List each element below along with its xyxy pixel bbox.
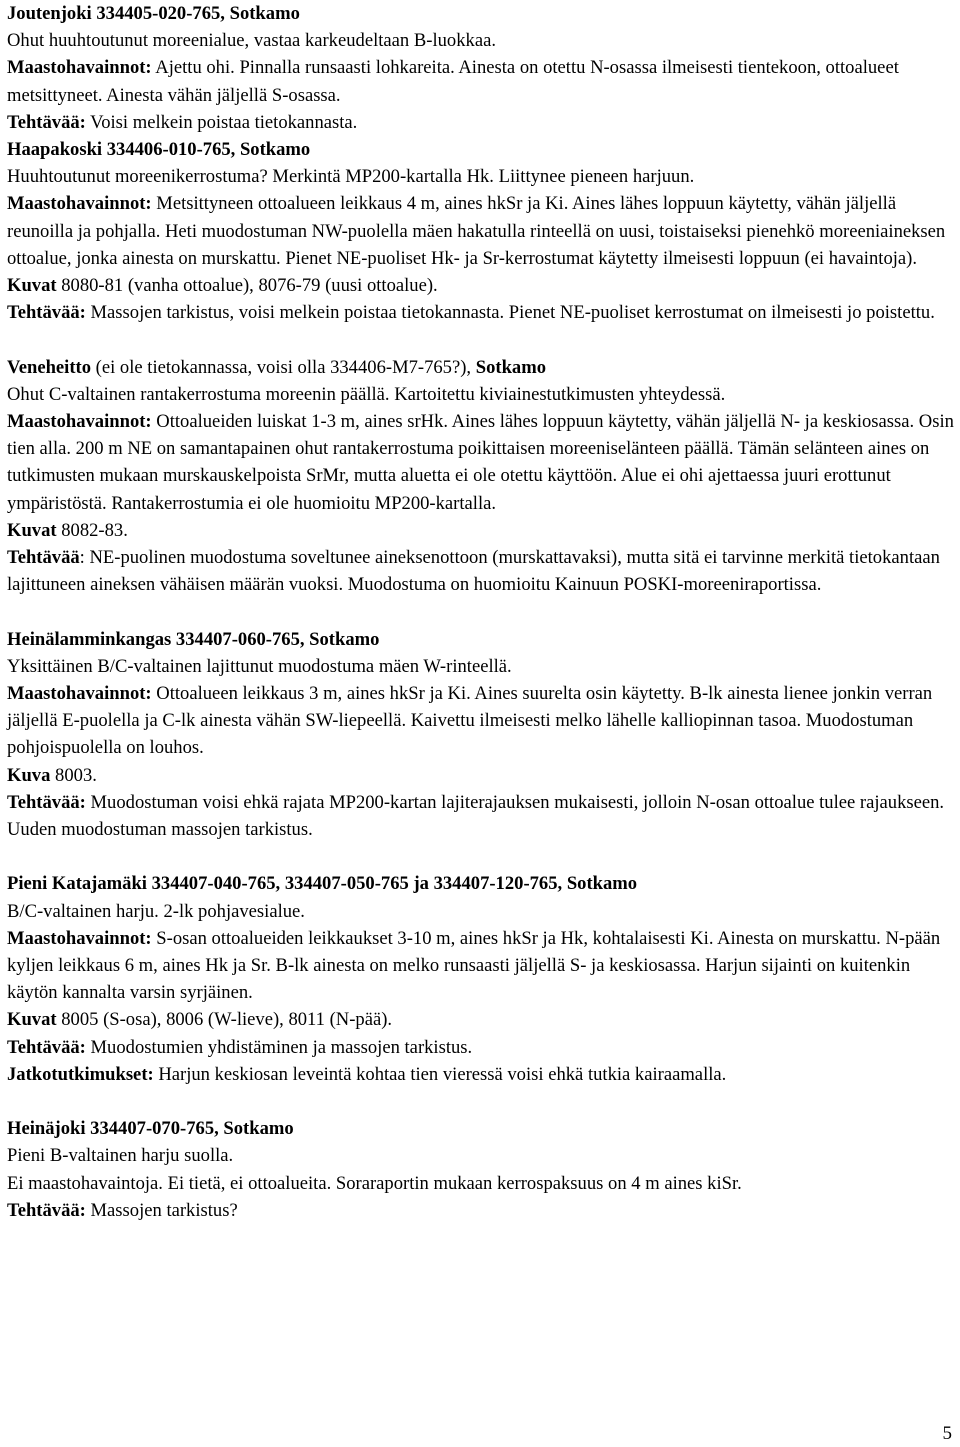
document-body	[7, 0, 955, 1224]
entry-observations: Maastohavainnot: Ottoalueiden luiskat 1-3 m, aines srHk. Aines lähes loppuun käytetty, vähän jäljellä N- ja keskiosassa. Osin tien alla. 200 m NE on samantapainen ohut rantakerrostuma poikittaisen moreeniselänteen päällä. Tämän selänteen aines on tutkimusten mukaan murskauskelpoista SrMr, mutta aluetta ei ole otettu käyttöön. Alue ei ohi ajettaessa juuri erottunut ympäristöstä. Rantakerrostumia ei ole huomioitu MP200-kartalla.	[7, 411, 954, 514]
entry-veneheitto	[7, 354, 955, 599]
entry-pieni-katajamaki	[7, 870, 955, 1088]
entry-observations: Maastohavainnot: S-osan ottoalueiden leikkaukset 3-10 m, aines hkSr ja Hk, kohtalaisesti Ki. Ainesta on murskattu. N-pään kyljen leikkaus 6 m, aines Hk ja Sr. B-lk ainesta on melko runsaasti jäljellä S- ja keskiosassa. Harjun sijainti on kuitenkin käytön kannalta varsin syrjäinen.	[7, 927, 941, 1004]
entry-task: Tehtävää: Massojen tarkistus?	[7, 1199, 238, 1221]
entry-description: Yksittäinen B/C-valtainen lajittunut muodostuma mäen W-rinteellä.	[7, 655, 512, 677]
entry-task: Tehtävää: Muodostuman voisi ehkä rajata MP200-kartan lajiterajauksen mukaisesti, jolloin N-osan ottoalue tulee rajaukseen. Uuden muodostuman massojen tarkistus.	[7, 791, 945, 841]
entry-description: Huuhtoutunut moreenikerrostuma? Merkintä MP200-kartalla Hk. Liittynee pieneen harjuun.	[7, 166, 695, 188]
entry-title: Haapakoski 334406-010-765, Sotkamo	[7, 139, 311, 161]
entry-task: Tehtävää: Voisi melkein poistaa tietokannasta.	[7, 111, 358, 133]
entry-description: Ohut huuhtoutunut moreenialue, vastaa karkeudeltaan B-luokkaa.	[7, 30, 496, 52]
entry-photos: Kuvat 8005 (S-osa), 8006 (W-lieve), 8011 (N-pää).	[7, 1009, 393, 1031]
entry-further-studies: Jatkotutkimukset: Harjun keskiosan leveintä kohtaa tien vieressä voisi ehkä tutkia kairaamalla.	[7, 1063, 727, 1085]
entry-heinalamminkangas	[7, 626, 955, 844]
entry-observations: Maastohavainnot: Ajettu ohi. Pinnalla runsaasti lohkareita. Ainesta on otettu N-osassa ilmeisesti tientekoon, ottoalueet metsittyneet. Ainesta vähän jäljellä S-osassa.	[7, 57, 899, 106]
entry-description: B/C-valtainen harju. 2-lk pohjavesialue.	[7, 900, 305, 922]
spacer	[7, 1088, 955, 1115]
entry-title: Heinälamminkangas 334407-060-765, Sotkamo	[7, 628, 380, 650]
entry-task: Tehtävää: Massojen tarkistus, voisi melkein poistaa tietokannasta. Pienet NE-puoliset kerrostumat on ilmeisesti jo poistettu.	[7, 302, 935, 324]
entry-title: Veneheitto (ei ole tietokannassa, voisi olla 334406-M7-765?), Sotkamo	[7, 356, 546, 378]
entry-observations: Maastohavainnot: Ottoalueen leikkaus 3 m, aines hkSr ja Ki. Aines suurelta osin käytetty. B-lk ainesta lienee jonkin verran jäljellä E-puolella ja C-lk ainesta vähän SW-liepeellä. Kaivettu ilmeisesti melko lähelle kalliopinnan tasoa. Muodostuman pohjoispuolella on louhos.	[7, 683, 933, 759]
entry-task: Tehtävää: Muodostumien yhdistäminen ja massojen tarkistus.	[7, 1036, 473, 1058]
entry-note: Ei maastohavaintoja. Ei tietä, ei ottoalueita. Soraraportin mukaan kerrospaksuus on 4 m aines kiSr.	[7, 1172, 742, 1194]
spacer	[7, 843, 955, 870]
entry-photos: Kuva 8003.	[7, 764, 97, 786]
entry-haapakoski	[7, 136, 955, 326]
entry-heinajoki	[7, 1115, 955, 1224]
entry-joutenjoki	[7, 0, 955, 136]
page-number: 5	[942, 1423, 952, 1444]
entry-title: Joutenjoki 334405-020-765, Sotkamo	[7, 3, 300, 24]
entry-observations: Maastohavainnot: Metsittyneen ottoalueen leikkaus 4 m, aines hkSr ja Ki. Aines lähes loppuun käytetty, vähän jäljellä reunoilla ja pohjalla. Heti muodostuman NW-puolella mäen hakatulla rinteellä on uusi, toistaiseksi pienehkö moreeniaineksen ottoalue, jonka ainesta on murskattu. Pienet NE-puoliset Hk- ja Sr-kerrostumat käytetty ilmeisesti loppuun (ei havaintoja).	[7, 193, 946, 269]
entry-photos: Kuvat 8082-83.	[7, 519, 128, 541]
entry-title: Pieni Katajamäki 334407-040-765, 334407-050-765 ja 334407-120-765, Sotkamo	[7, 873, 638, 895]
entry-title: Heinäjoki 334407-070-765, Sotkamo	[7, 1118, 294, 1140]
entry-photos: Kuvat 8080-81 (vanha ottoalue), 8076-79 (uusi ottoalue).	[7, 275, 438, 297]
entry-description: Pieni B-valtainen harju suolla.	[7, 1145, 234, 1167]
spacer	[7, 598, 955, 625]
spacer	[7, 326, 955, 353]
entry-description: Ohut C-valtainen rantakerrostuma moreenin päällä. Kartoitettu kiviainestutkimusten yhteydessä.	[7, 383, 726, 405]
entry-task: Tehtävää: NE-puolinen muodostuma soveltunee aineksenottoon (murskattavaksi), mutta sitä ei tarvinne merkitä tietokantaan lajittuneen aineksen vähäisen määrän vuoksi. Muodostuma on huomioitu Kainuun POSKI-moreeniraportissa.	[7, 547, 940, 596]
